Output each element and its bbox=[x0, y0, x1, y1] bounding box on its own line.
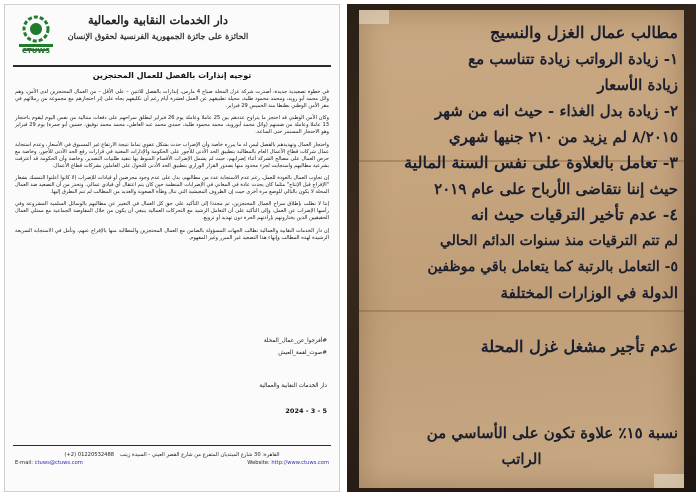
paragraph: إننا لا نطلب بإطلاق سراح العمال المحتجزين، ثم مجددا إلى التأكيد على حق كل العمال في التعبير عن مطالبهم بالوسائل السلمية المشروعة وفي رأسها الإضراب عن العمل، وإلى التأكيد على أن التعامل الرشيد مع التحركات العمالية ينبغي أن يكون من خلال المفاوضة الجماعية مع ممثلي العمال الحقيقيين الذين يختارونهم بإرادتهم الحرة دون تهديد أو ترويع. bbox=[15, 201, 329, 222]
sign-line: عدم تأجير مشغل غزل المحلة bbox=[480, 337, 678, 356]
footer-phone: (+2) 01220532488 bbox=[64, 452, 115, 458]
sign-line: مطالب عمال الغزل والنسيج bbox=[490, 23, 678, 42]
paragraph: في خطوة تصعيدية جديدة، أصدرت شركة غزل المحلة صباح 4 مارس، إنذارات بالفصل للاثنين – على الأقل – من العمال المحتجزين لدى الأمن، وهم وائل محمد أبو زويد، ومحمد محمود طلبة، محيلة تطبيقهم عن العمل لعشرة أيام رغم أن تكليفهم بجاه على إثر احتجازهم مع مجموعة من زملائهم في مقر الأمن الوطني بطنطا منذ الخميس 29 فبراير. bbox=[15, 89, 329, 110]
hashtag: #صوت_لقمة_العيش bbox=[278, 350, 327, 356]
sign-line: زيادة الأسعار bbox=[597, 76, 678, 94]
document-title: توجيه إنذارات بالفصل للعمال المحتجزين bbox=[92, 71, 252, 80]
protest-sign-photo bbox=[347, 4, 696, 492]
sign-line: ١- زيادة الرواتب زيادة تتناسب مع bbox=[468, 50, 678, 68]
sign-line: الراتب bbox=[501, 450, 542, 468]
hashtags bbox=[264, 335, 327, 359]
website-link[interactable]: http://www.ctuws.com bbox=[271, 460, 329, 466]
header-divider bbox=[13, 65, 331, 67]
sign-line: الدولة في الوزارات المختلفة bbox=[500, 284, 678, 302]
document-footer bbox=[15, 451, 329, 467]
sign-line: ٥- التعامل بالرتبة كما يتعامل باقي موظفين bbox=[427, 259, 678, 275]
sign-line: ٤- عدم تأخير الترقيات حيث انه bbox=[470, 205, 678, 224]
document-body bbox=[15, 89, 329, 247]
press-statement-document bbox=[4, 4, 340, 492]
sign-line: نسبة ١٥٪ علاوة تكون على الأساسي من bbox=[426, 424, 678, 442]
organization-subtitle: الحائزة على جائزة الجمهورية الفرنسية لحقوق الإنسان bbox=[67, 31, 249, 41]
logo-wordmark: CTUWS bbox=[21, 47, 51, 55]
footer-address: القاهرة: 30 شارع المبتديان المتفرع من شارع القصر العيني - السيدة زينب (+2) 01220532488 bbox=[64, 452, 280, 458]
paragraph: وكان الأمن الوطني قد احتجز ما يتراوح عددهم بين 25 عاملا وعاملة يوم 26 فبراير لبطلق سراحهم على دفعات متتالية من نفس اليوم ليقوم باحتجاز 13 عاملا وعاملة من ضمنهم (وائل محمد أبوزويد، محمد محمود طلبة، حمدي محمد عبد العاطي، محمد محمد توفيق، حسين أبو جمرة) يوم 29 فبراير وهو الاحتجاز المستمر حتى الساعة. bbox=[15, 115, 329, 136]
hashtag: #أفرجوا_عن_عمال_المحلة bbox=[263, 338, 327, 344]
sign-line: حيث إننا نتقاضى الأرباح على عام ٢٠١٩ bbox=[434, 180, 678, 198]
paragraph: واحتجاز العمال وتهديدهم بالفصل ليس له ما يبرره خاصة وأن الإضراب حدث بشكل عفوي تماما نتيجة الارتفاع غير المسبوق في الأسعار، وعدم استجابة عمال شركات قطاع الأعمال العام بالمطالبة بتطبيق الحد الأدنى للأجور على الحكومة والإدارات المعنية في قرارات رفع الحد الأدنى للأجور، وخاصة مع حرص العمال على مصالح الشركة أثناء إضرابهم، حيث لم يشمل الإضراب الأقسام المنوط بها تنفيذ طلبيات التصدير، وخاصة وأن الحكومة قد أعترفت بشرعية مطالبهم واستجابت لجزء محدود منها بصدور القرار الوزاري بتطبيق الحد الأدنى للتحول على العاملين بشركات قطاع الأعمال. bbox=[15, 141, 329, 169]
footer-links bbox=[15, 459, 329, 467]
document-header bbox=[11, 11, 333, 57]
signature: دار الخدمات النقابية والعمالية bbox=[259, 383, 327, 389]
paragraph: إن دار الخدمات النقابية والعمالية تطالب الجهات المسؤولة بالضامن مع العمال المحتجزين والمطالبة منها بالإفراج عنهم، وتأمل في الاستجابة السريعة الرشيدة لهذه المطالب وإنهاء هذا التصعيد غير المبرر وغير المفهوم. bbox=[15, 227, 329, 241]
sign-line: ٨/٢٠١٥ لم يزيد من ٢١٠ جنيها شهري bbox=[448, 128, 678, 146]
handwritten-demands bbox=[365, 20, 678, 472]
organization-name: دار الخدمات النقابية والعمالية bbox=[88, 13, 228, 27]
tape-strip bbox=[654, 474, 684, 488]
footer-divider bbox=[13, 445, 331, 446]
footer-website: Website: http://www.ctuws.com bbox=[247, 460, 329, 466]
sign-line: لم تتم الترقيات منذ سنوات الدائم الحالي bbox=[439, 233, 678, 249]
cardboard-sign bbox=[359, 10, 684, 488]
document-date: 2024 - 3 - 5 bbox=[285, 407, 327, 415]
footer-email: E-mail: ctuws@ctuws.com bbox=[15, 460, 83, 466]
sign-line: ٢- زيادة بدل الغذاء - حيث انه من شهر bbox=[435, 102, 678, 120]
email-link[interactable]: ctuws@ctuws.com bbox=[34, 460, 83, 466]
paragraph: إن تجاوب العمال بالعودة للعمل، رغم عدم الاستجابة عدد من مطالبهم، بدل على عدم وجود محرضين أو قيادات للإضراب (لا كانوا أعلنوا التمسك بشعار "الإفراج قبل الإنتاج" مثلما كان يحدث عادة في المعاني في الإضرابات المنظمة حين كان يتم اعتقال أي قيادي عمالي. وتحذر من أن التصعيد ضد العمال المحلة لا يكون بالتالي للوضع مرة أخرى حيث إن الظروف المعيشية التي تنال وطأة الصعوبة والعديد من المطالب لم تنم النطرق إليها. bbox=[15, 174, 329, 196]
sign-line: ٣- تعامل بالعلاوة على نفس السنة المالية bbox=[404, 153, 678, 172]
